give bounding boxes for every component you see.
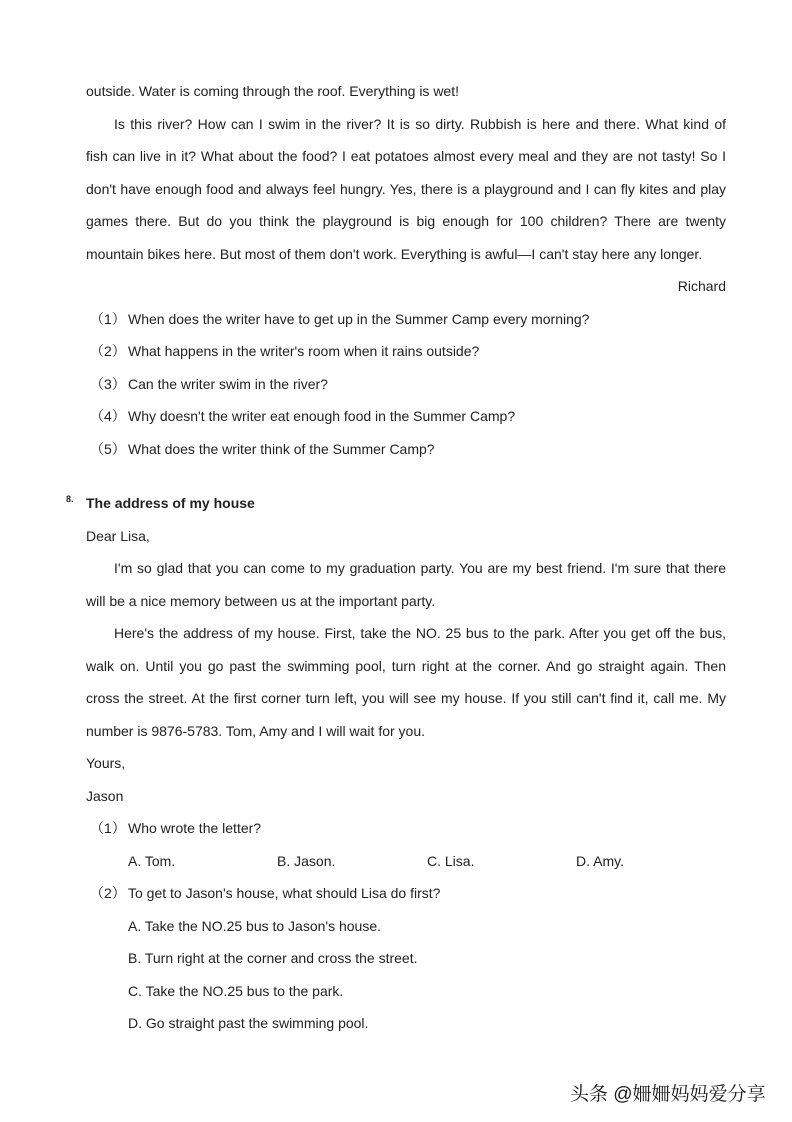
letter-line: I'm so glad that you can come to my graduation party. You are my best friend. I'm sure that there	[114, 560, 726, 576]
passage-line: mountain bikes here. But most of them don't work. Everything is awful—I can't stay here any longer.	[86, 246, 703, 262]
signature: Richard	[677, 278, 726, 294]
passage-line: outside. Water is coming through the roof. Everything is wet!	[86, 83, 459, 99]
watermark: 头条 @姍姍妈妈爱分享	[570, 1084, 766, 1105]
question-2	[90, 342, 479, 360]
question-text: Who wrote the letter?	[128, 820, 262, 836]
option-c[interactable]: C. Lisa.	[427, 853, 475, 869]
letter-line: number is 9876-5783. Tom, Amy and I will wait for you.	[86, 723, 426, 739]
question-5	[90, 440, 435, 458]
q8-question-2	[90, 884, 440, 902]
passage-line: fish can live in it? What about the food? I eat potatoes almost every meal and they are not tasty! So I	[86, 148, 726, 164]
question-text: Can the writer swim in the river?	[128, 376, 328, 392]
question-text: Why doesn't the writer eat enough food in the Summer Camp?	[128, 408, 516, 424]
question-text: When does the writer have to get up in the Summer Camp every morning?	[128, 311, 590, 327]
passage-line: don't have enough food and always feel hungry. Yes, there is a playground and I can fly kites and play	[86, 181, 726, 197]
question-text: What happens in the writer's room when it rains outside?	[128, 343, 480, 359]
passage-line: games there. But do you think the playground is big enough for 100 children? There are twenty	[86, 213, 726, 229]
question-number: （1）	[90, 820, 126, 836]
letter-sender: Jason	[86, 788, 124, 804]
question-number: （5）	[90, 441, 126, 457]
passage-line: Is this river? How can I swim in the river? It is so dirty. Rubbish is here and there. What kind of	[114, 116, 726, 132]
question-number: （2）	[90, 885, 126, 901]
question-8-number: 8.	[66, 494, 74, 504]
option-a[interactable]: A. Tom.	[128, 853, 176, 869]
passage-title: The address of my house	[86, 495, 255, 511]
option-a[interactable]: A. Take the NO.25 bus to Jason's house.	[128, 918, 382, 934]
letter-closing: Yours,	[86, 755, 126, 771]
question-3	[90, 375, 328, 393]
letter-line: will be a nice memory between us at the important party.	[86, 593, 436, 609]
letter-line: cross the street. At the first corner turn left, you will see my house. If you still can't find it, call me. My	[86, 690, 726, 706]
option-d[interactable]: D. Amy.	[576, 853, 624, 869]
question-4	[90, 407, 515, 425]
question-number: （3）	[90, 376, 126, 392]
question-number: （1）	[90, 311, 126, 327]
letter-greeting: Dear Lisa,	[86, 528, 150, 544]
question-1	[90, 310, 589, 328]
option-c[interactable]: C. Take the NO.25 bus to the park.	[128, 983, 344, 999]
option-d[interactable]: D. Go straight past the swimming pool.	[128, 1015, 369, 1031]
option-b[interactable]: B. Jason.	[277, 853, 336, 869]
letter-line: Here's the address of my house. First, take the NO. 25 bus to the park. After you get off the bus,	[114, 625, 726, 641]
option-b[interactable]: B. Turn right at the corner and cross the street.	[128, 950, 418, 966]
question-number: （2）	[90, 343, 126, 359]
letter-line: walk on. Until you go past the swimming pool, turn right at the corner. And go straight again. Then	[86, 658, 726, 674]
question-number: （4）	[90, 408, 126, 424]
question-text: What does the writer think of the Summer Camp?	[128, 441, 435, 457]
question-text: To get to Jason's house, what should Lisa do first?	[128, 885, 441, 901]
q8-question-1	[90, 819, 261, 837]
